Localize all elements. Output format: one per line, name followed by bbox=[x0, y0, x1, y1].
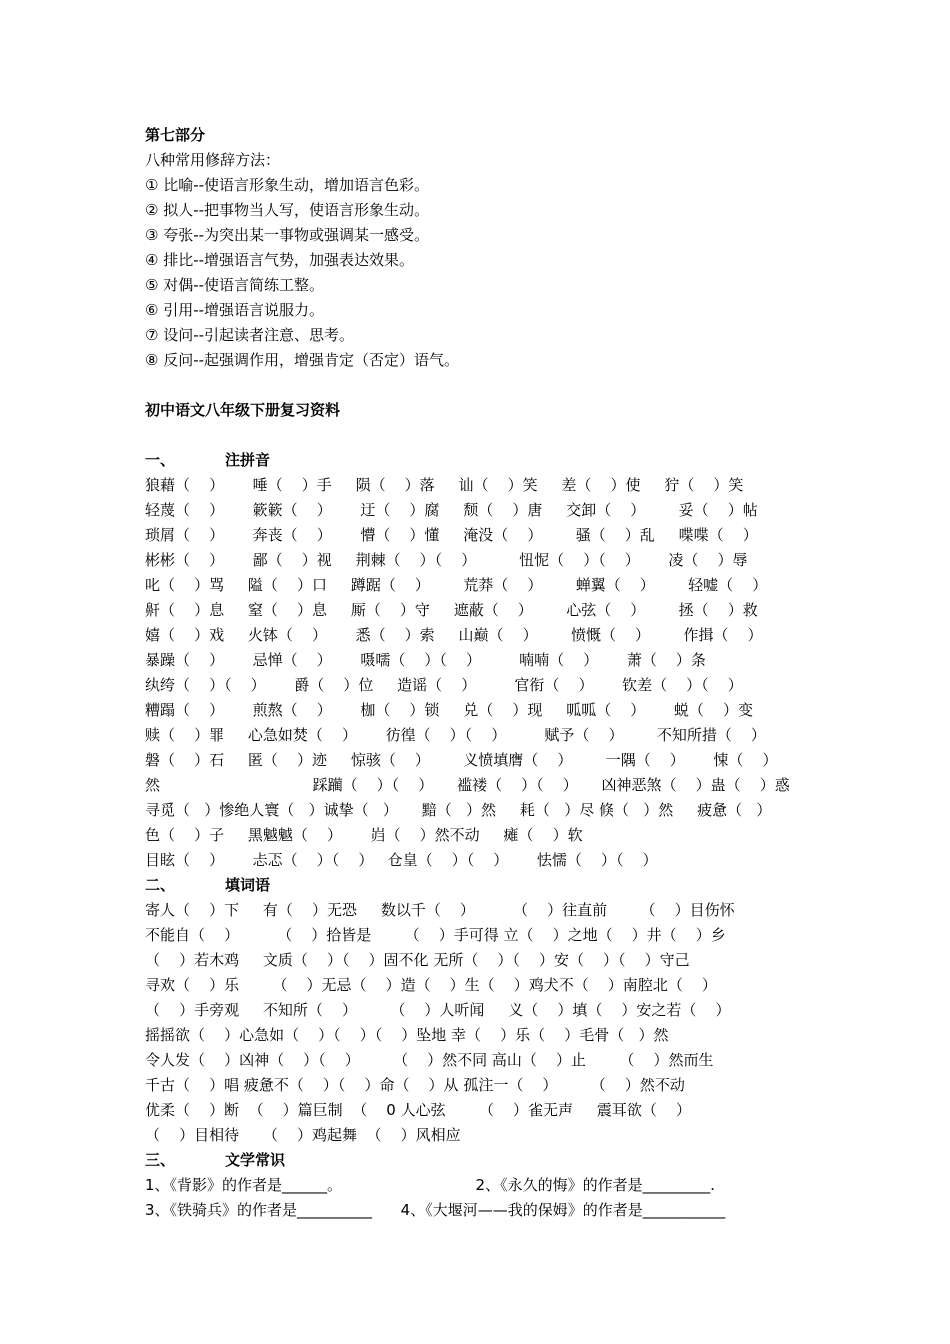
pinyin-row: 鼾（ ）息 窒（ ）息 厮（ ）守 遮蔽（ ） 心弦（ ） 拯（ ）救 bbox=[145, 601, 758, 619]
pinyin-row: 寻觅（ ）惨绝人寰（ ）诚挚（ ） 黯（ ）然 耗（ ）尽 倏（ ）然 疲惫（ ） bbox=[145, 801, 772, 819]
section-title: 注拼音 bbox=[225, 451, 271, 469]
idiom-row: （ ）目相待 （ ）鸡起舞 （ ）风相应 bbox=[145, 1126, 461, 1144]
pinyin-row: 暴躁（ ） 忌惮（ ） 嗫嚅（ ）（ ） 喃喃（ ） 萧（ ）条 bbox=[145, 651, 706, 669]
idiom-row: 摇摇欲（ ）心急如（ ）（ ）（ ）坠地 幸（ ）乐（ ）毛骨（ ）然 bbox=[145, 1026, 669, 1044]
section-heading-pinyin bbox=[145, 449, 270, 471]
section-number: 一、 bbox=[145, 451, 176, 469]
rhetoric-item: ① 比喻--使语言形象生动，增加语言色彩。 bbox=[145, 176, 430, 194]
review-title: 初中语文八年级下册复习资料 bbox=[145, 401, 341, 419]
part-heading: 第七部分 bbox=[145, 126, 206, 144]
rhetoric-item: ⑦ 设问--引起读者注意、思考。 bbox=[145, 326, 355, 344]
section-number: 二、 bbox=[145, 876, 176, 894]
section-title: 文学常识 bbox=[225, 1151, 286, 1169]
idiom-row: 寄人（ ）下 有（ ）无恐 数以千（ ） （ ）往直前 （ ）目伤怀 bbox=[145, 901, 735, 919]
section-number: 三、 bbox=[145, 1151, 176, 1169]
idiom-row: （ ）手旁观 不知所（ ） （ ）人听闻 义（ ）填（ ）安之若（ ） bbox=[145, 1001, 731, 1019]
idiom-row: 令人发（ ）凶神（ ）（ ） （ ）然不同 高山（ ）止 （ ）然而生 bbox=[145, 1051, 714, 1069]
literature-question: 1、《背影》的作者是______。 2、《永久的悔》的作者是_________. bbox=[145, 1176, 715, 1194]
rhetoric-item: ② 拟人--把事物当人写，使语言形象生动。 bbox=[145, 201, 430, 219]
rhetoric-item: ③ 夸张--为突出某一事物或强调某一感受。 bbox=[145, 226, 430, 244]
pinyin-row: 纨绔（ ）（ ） 爵（ ）位 造谣（ ） 官衔（ ） 钦差（ ）（ ） bbox=[145, 676, 743, 694]
section-title: 填词语 bbox=[225, 876, 271, 894]
section-heading-literature bbox=[145, 1149, 285, 1171]
pinyin-row: 琐屑（ ） 奔丧（ ） 懵（ ）懂 淹没（ ） 骚（ ）乱 喋喋（ ） bbox=[145, 526, 758, 544]
idiom-row: 不能自（ ） （ ）拾皆是 （ ）手可得 立（ ）之地（ ）井（ ）乡 bbox=[145, 926, 726, 944]
rhetoric-item: ④ 排比--增强语言气势，加强表达效果。 bbox=[145, 251, 415, 269]
idiom-row: 优柔（ ）断 （ ）篇巨制 （ 0 人心弦 （ ）雀无声 震耳欲（ ） bbox=[145, 1101, 691, 1119]
pinyin-row: 叱（ ）骂 隘（ ）口 蹲踞（ ） 荒莽（ ） 蝉翼（ ） 轻嘘（ ） bbox=[145, 576, 768, 594]
pinyin-row: 轻蔑（ ） 簌簌（ ） 迂（ ）腐 颓（ ）唐 交卸（ ） 妥（ ）帖 bbox=[145, 501, 758, 519]
rhetoric-item: ⑤ 对偶--使语言简练工整。 bbox=[145, 276, 325, 294]
section-heading-idioms bbox=[145, 874, 270, 896]
idiom-row: 寻欢（ ）乐 （ ）无忌（ ）造（ ）生（ ）鸡犬不（ ）南腔北（ ） bbox=[145, 976, 717, 994]
idiom-row: 千古（ ）唱 疲惫不（ ）（ ）命（ ）从 孤注一（ ） （ ）然不动 bbox=[145, 1076, 685, 1094]
rhetoric-item: ⑥ 引用--增强语言说服力。 bbox=[145, 301, 325, 319]
pinyin-row: 磐（ ）石 匿（ ）迹 惊骇（ ） 义愤填膺（ ） 一隅（ ） 悚（ ） bbox=[145, 751, 778, 769]
pinyin-row: 目眩（ ） 忐忑（ ）（ ） 仓皇（ ）（ ） 怯懦（ ）（ ） bbox=[145, 851, 658, 869]
literature-question: 3、《铁骑兵》的作者是__________ 4、《大堰河——我的保姆》的作者是___________ bbox=[145, 1201, 726, 1219]
pinyin-row: 狼藉（ ） 唾（ ）手 陨（ ）落 讪（ ）笑 差（ ）使 狞（ ）笑 bbox=[145, 476, 744, 494]
pinyin-row: 然 踩躏（ ）（ ） 褴褛（ ）（ ） 凶神恶煞（ ）蛊（ ）惑 bbox=[145, 776, 790, 794]
pinyin-row: 彬彬（ ） 鄙（ ）视 荆棘（ ）（ ） 忸怩（ ）（ ） 凌（ ）辱 bbox=[145, 551, 748, 569]
pinyin-row: 嬉（ ）戏 火钵（ ） 悉（ ）索 山巅（ ） 愤慨（ ） 作揖（ ） bbox=[145, 626, 763, 644]
rhetoric-item: ⑧ 反问--起强调作用，增强肯定（否定）语气。 bbox=[145, 351, 460, 369]
rhetoric-intro: 八种常用修辞方法： bbox=[145, 151, 281, 169]
pinyin-row: 糟蹋（ ） 煎熬（ ） 枷（ ）锁 兑（ ）现 呱呱（ ） 蜕（ ）变 bbox=[145, 701, 753, 719]
pinyin-row: 赎（ ）罪 心急如焚（ ） 彷徨（ ）（ ） 赋予（ ） 不知所措（ ） bbox=[145, 726, 766, 744]
pinyin-row: 色（ ）子 黑魆魆（ ） 岿（ ）然不动 瘫（ ）软 bbox=[145, 826, 583, 844]
idiom-row: （ ）若木鸡 文质（ ）（ ）固不化 无所（ ）（ ）安（ ）（ ）守己 bbox=[145, 951, 690, 969]
